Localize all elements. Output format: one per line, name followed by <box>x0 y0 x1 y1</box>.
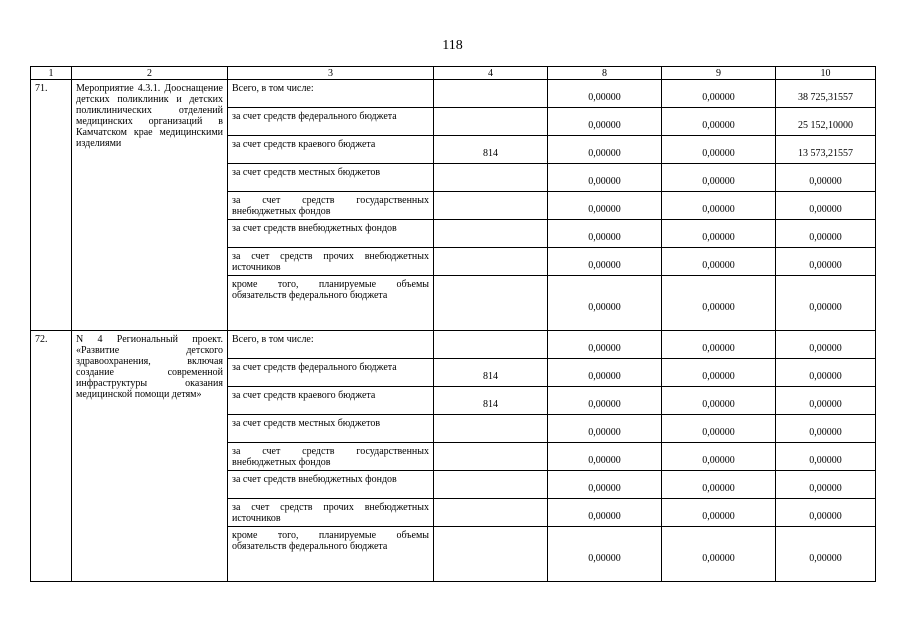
value-col-10: 0,00000 <box>776 527 876 582</box>
value-col-8: 0,00000 <box>548 192 662 220</box>
budget-code <box>434 527 548 582</box>
column-header: 10 <box>776 67 876 80</box>
funding-source: Всего, в том числе: <box>228 331 434 359</box>
value-col-9: 0,00000 <box>662 443 776 471</box>
budget-code <box>434 248 548 276</box>
record-number: 72. <box>31 331 72 582</box>
value-col-9: 0,00000 <box>662 359 776 387</box>
value-col-10: 0,00000 <box>776 192 876 220</box>
funding-source: за счет средств внебюджетных фондов <box>228 220 434 248</box>
funding-source: за счет средств краевого бюджета <box>228 136 434 164</box>
column-header: 2 <box>72 67 228 80</box>
record-title: N 4 Региональный проект. «Развитие детского здравоохранения, включая создание современной инфраструктуры оказания медицинской помощи детям» <box>72 331 228 582</box>
budget-code: 814 <box>434 387 548 415</box>
column-header: 9 <box>662 67 776 80</box>
value-col-8: 0,00000 <box>548 248 662 276</box>
funding-source: за счет средств местных бюджетов <box>228 164 434 192</box>
budget-code <box>434 443 548 471</box>
value-col-9: 0,00000 <box>662 471 776 499</box>
value-col-8: 0,00000 <box>548 108 662 136</box>
value-col-10: 0,00000 <box>776 164 876 192</box>
value-col-8: 0,00000 <box>548 220 662 248</box>
column-header: 1 <box>31 67 72 80</box>
value-col-9: 0,00000 <box>662 192 776 220</box>
value-col-8: 0,00000 <box>548 387 662 415</box>
value-col-10: 0,00000 <box>776 248 876 276</box>
value-col-10: 25 152,10000 <box>776 108 876 136</box>
value-col-10: 0,00000 <box>776 499 876 527</box>
value-col-9: 0,00000 <box>662 108 776 136</box>
value-col-9: 0,00000 <box>662 80 776 108</box>
page-number: 118 <box>442 38 463 53</box>
value-col-8: 0,00000 <box>548 499 662 527</box>
value-col-8: 0,00000 <box>548 415 662 443</box>
value-col-9: 0,00000 <box>662 387 776 415</box>
funding-source: кроме того, планируемые объемы обязательств федерального бюджета <box>228 276 434 331</box>
value-col-10: 38 725,31557 <box>776 80 876 108</box>
budget-code <box>434 331 548 359</box>
value-col-9: 0,00000 <box>662 248 776 276</box>
value-col-9: 0,00000 <box>662 220 776 248</box>
funding-source: Всего, в том числе: <box>228 80 434 108</box>
value-col-8: 0,00000 <box>548 359 662 387</box>
value-col-10: 0,00000 <box>776 387 876 415</box>
budget-code <box>434 499 548 527</box>
budget-code <box>434 108 548 136</box>
value-col-8: 0,00000 <box>548 527 662 582</box>
value-col-8: 0,00000 <box>548 164 662 192</box>
value-col-9: 0,00000 <box>662 136 776 164</box>
value-col-8: 0,00000 <box>548 443 662 471</box>
value-col-10: 0,00000 <box>776 359 876 387</box>
budget-code <box>434 164 548 192</box>
funding-source: за счет средств государственных внебюджетных фондов <box>228 192 434 220</box>
budget-code: 814 <box>434 359 548 387</box>
value-col-9: 0,00000 <box>662 415 776 443</box>
budget-code <box>434 80 548 108</box>
column-header: 3 <box>228 67 434 80</box>
value-col-9: 0,00000 <box>662 276 776 331</box>
record-title: Мероприятие 4.3.1. Дооснащение детских поликлиник и детских поликлинических отделений медицинских организаций в Камчатском крае медицинскими изделиями <box>72 80 228 331</box>
funding-source: за счет средств государственных внебюджетных фондов <box>228 443 434 471</box>
value-col-10: 13 573,21557 <box>776 136 876 164</box>
budget-code <box>434 276 548 331</box>
budget-code <box>434 415 548 443</box>
table-row <box>31 331 876 359</box>
value-col-10: 0,00000 <box>776 331 876 359</box>
value-col-10: 0,00000 <box>776 471 876 499</box>
budget-code <box>434 471 548 499</box>
value-col-9: 0,00000 <box>662 499 776 527</box>
value-col-8: 0,00000 <box>548 80 662 108</box>
funding-source: за счет средств внебюджетных фондов <box>228 471 434 499</box>
funding-source: за счет средств федерального бюджета <box>228 359 434 387</box>
funding-source: кроме того, планируемые объемы обязательств федерального бюджета <box>228 527 434 582</box>
budget-code <box>434 192 548 220</box>
value-col-8: 0,00000 <box>548 331 662 359</box>
budget-code <box>434 220 548 248</box>
funding-source: за счет средств прочих внебюджетных источников <box>228 248 434 276</box>
value-col-8: 0,00000 <box>548 471 662 499</box>
budget-code: 814 <box>434 136 548 164</box>
funding-source: за счет средств федерального бюджета <box>228 108 434 136</box>
value-col-9: 0,00000 <box>662 527 776 582</box>
value-col-8: 0,00000 <box>548 136 662 164</box>
funding-source: за счет средств прочих внебюджетных источников <box>228 499 434 527</box>
value-col-10: 0,00000 <box>776 220 876 248</box>
funding-source: за счет средств местных бюджетов <box>228 415 434 443</box>
value-col-8: 0,00000 <box>548 276 662 331</box>
table-row <box>31 80 876 108</box>
column-header: 8 <box>548 67 662 80</box>
column-header: 4 <box>434 67 548 80</box>
table-header-row <box>31 67 876 80</box>
value-col-10: 0,00000 <box>776 443 876 471</box>
funding-source: за счет средств краевого бюджета <box>228 387 434 415</box>
budget-table <box>30 66 876 582</box>
record-number: 71. <box>31 80 72 331</box>
value-col-9: 0,00000 <box>662 331 776 359</box>
value-col-10: 0,00000 <box>776 276 876 331</box>
value-col-9: 0,00000 <box>662 164 776 192</box>
value-col-10: 0,00000 <box>776 415 876 443</box>
